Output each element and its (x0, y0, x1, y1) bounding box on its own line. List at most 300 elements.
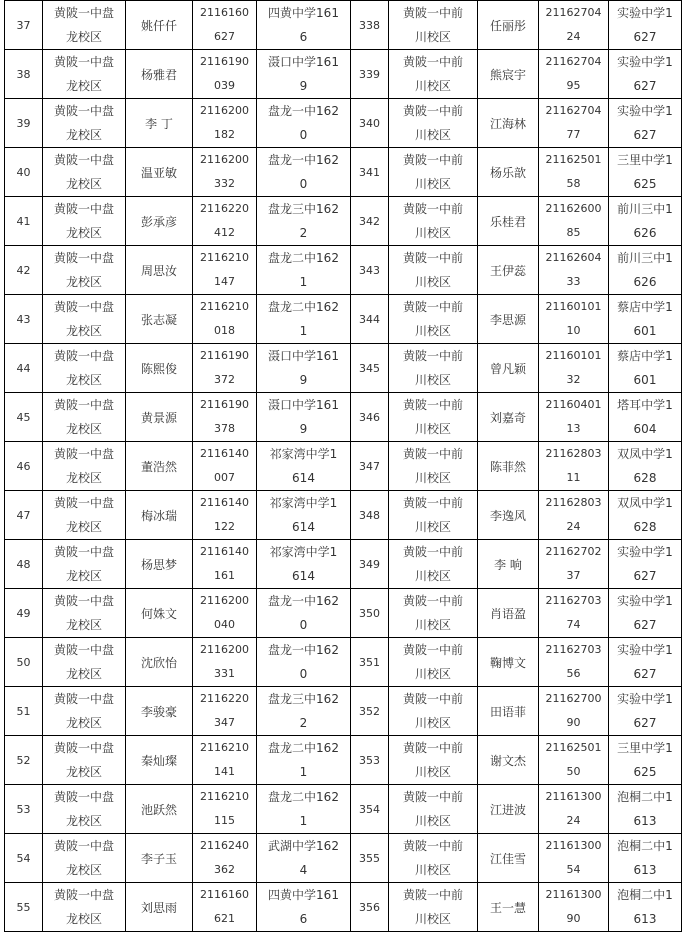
school-cell-line: 龙校区 (65, 618, 102, 632)
student-id-line: 21162703 (545, 594, 602, 607)
origin-school-line: 6 (299, 30, 308, 44)
row-number: 44 (5, 344, 43, 393)
school-cell-line: 川校区 (414, 569, 451, 583)
student-id-line: 2116210 (200, 251, 249, 264)
student-id-line: 21162803 (545, 447, 602, 460)
student-id-line: 21162604 (545, 251, 602, 264)
school-cell-line: 黄陂一中盘 (53, 741, 114, 755)
origin-school (609, 491, 682, 540)
school-cell-line: 黄陂一中盘 (53, 153, 114, 167)
row-number: 43 (5, 295, 43, 344)
origin-school-line: 双凤中学1 (617, 447, 673, 461)
school-cell (389, 736, 478, 785)
origin-school-line: 祁家湾中学1 (269, 447, 338, 461)
student-id (193, 687, 257, 736)
student-name: 陈菲然 (478, 442, 539, 491)
school-cell-line: 川校区 (414, 863, 451, 877)
row-number: 349 (351, 540, 389, 589)
student-name: 张志凝 (126, 295, 193, 344)
school-cell (389, 785, 478, 834)
origin-school-line: 盘龙二中162 (268, 251, 339, 265)
student-id-line: 2116220 (200, 202, 249, 215)
origin-school (609, 99, 682, 148)
origin-school-line: 614 (292, 569, 315, 583)
origin-school-line: 614 (292, 520, 315, 534)
origin-school-line: 盘龙三中162 (268, 692, 339, 706)
row-number: 352 (351, 687, 389, 736)
origin-school-line: 实验中学1 (617, 104, 673, 118)
origin-school-line: 实验中学1 (617, 594, 673, 608)
student-id-line: 90 (566, 716, 581, 729)
student-name: 曾凡颖 (478, 344, 539, 393)
school-cell-line: 黄陂一中盘 (53, 594, 114, 608)
table-row (5, 834, 682, 883)
student-id (193, 736, 257, 785)
school-cell (389, 393, 478, 442)
origin-school-line: 625 (633, 765, 657, 779)
table-row (5, 148, 682, 197)
student-name: 熊宸宇 (478, 50, 539, 99)
table-row (5, 197, 682, 246)
student-id-line: 2116200 (200, 594, 249, 607)
school-cell-line: 川校区 (414, 275, 451, 289)
row-number: 353 (351, 736, 389, 785)
school-cell-line: 龙校区 (65, 765, 102, 779)
student-id-line: 32 (566, 373, 581, 386)
school-cell (43, 99, 126, 148)
origin-school-line: 9 (299, 79, 308, 93)
origin-school (609, 295, 682, 344)
student-id-line: 11 (566, 471, 581, 484)
school-cell-line: 龙校区 (65, 716, 102, 730)
row-number: 350 (351, 589, 389, 638)
school-cell-line: 川校区 (414, 471, 451, 485)
row-number: 51 (5, 687, 43, 736)
student-id (539, 442, 609, 491)
student-id (193, 148, 257, 197)
table-row (5, 540, 682, 589)
origin-school-line: 627 (633, 667, 657, 681)
school-cell (389, 50, 478, 99)
student-name: 刘嘉奇 (478, 393, 539, 442)
origin-school-line: 武湖中学162 (268, 839, 339, 853)
student-id-line: 21161300 (545, 888, 602, 901)
table-row (5, 687, 682, 736)
school-cell (389, 834, 478, 883)
student-id-line: 2116190 (200, 398, 249, 411)
origin-school (609, 883, 682, 932)
student-id-line: 412 (214, 226, 235, 239)
school-cell (43, 638, 126, 687)
student-id-line: 50 (566, 765, 581, 778)
school-cell-line: 川校区 (414, 814, 451, 828)
origin-school-line: 实验中学1 (617, 6, 673, 20)
student-id-line: 90 (566, 912, 581, 925)
student-id-line: 77 (566, 128, 581, 141)
table-row (5, 1, 682, 50)
table-body (5, 1, 682, 932)
row-number: 339 (351, 50, 389, 99)
student-id-line: 115 (214, 814, 235, 827)
school-cell (43, 246, 126, 295)
school-cell-line: 川校区 (414, 226, 451, 240)
student-name: 梅冰瑞 (126, 491, 193, 540)
origin-school-line: 实验中学1 (617, 692, 673, 706)
origin-school-line: 601 (633, 324, 657, 338)
origin-school (609, 442, 682, 491)
student-id (539, 589, 609, 638)
student-id-line: 621 (214, 912, 235, 925)
origin-school-line: 1 (299, 324, 308, 338)
origin-school (257, 883, 351, 932)
student-name: 沈欣怡 (126, 638, 193, 687)
origin-school-line: 613 (633, 814, 657, 828)
school-cell (389, 295, 478, 344)
origin-school-line: 9 (299, 373, 308, 387)
school-cell (43, 50, 126, 99)
student-id-line: 21162703 (545, 643, 602, 656)
origin-school-line: 0 (299, 618, 308, 632)
school-cell-line: 黄陂一中前 (402, 545, 463, 559)
school-cell-line: 龙校区 (65, 863, 102, 877)
school-cell-line: 黄陂一中盘 (53, 643, 114, 657)
student-id-line: 182 (214, 128, 235, 141)
student-name: 乐桂君 (478, 197, 539, 246)
school-cell-line: 龙校区 (65, 373, 102, 387)
school-cell-line: 川校区 (414, 30, 451, 44)
school-cell-line: 黄陂一中前 (402, 55, 463, 69)
school-cell (43, 295, 126, 344)
table-row (5, 393, 682, 442)
student-id-line: 018 (214, 324, 235, 337)
student-id-line: 2116160 (200, 6, 249, 19)
origin-school-line: 三里中学1 (617, 741, 673, 755)
student-id (193, 491, 257, 540)
student-id-line: 2116210 (200, 741, 249, 754)
row-number: 42 (5, 246, 43, 295)
student-id-line: 161 (214, 569, 235, 582)
student-id-line: 54 (566, 863, 581, 876)
student-id-line: 2116210 (200, 790, 249, 803)
student-id-line: 2116140 (200, 496, 249, 509)
origin-school-line: 滠口中学161 (268, 55, 339, 69)
student-id (539, 540, 609, 589)
origin-school-line: 626 (633, 275, 657, 289)
student-name: 李逸风 (478, 491, 539, 540)
origin-school (609, 589, 682, 638)
origin-school-line: 蔡店中学1 (617, 349, 673, 363)
origin-school-line: 滠口中学161 (268, 398, 339, 412)
origin-school (609, 736, 682, 785)
row-number: 48 (5, 540, 43, 589)
school-cell-line: 川校区 (414, 618, 451, 632)
row-number: 46 (5, 442, 43, 491)
student-id-line: 331 (214, 667, 235, 680)
student-id-line: 2116140 (200, 545, 249, 558)
origin-school-line: 前川三中1 (617, 251, 673, 265)
school-cell-line: 龙校区 (65, 814, 102, 828)
row-number: 355 (351, 834, 389, 883)
table-row (5, 491, 682, 540)
school-cell-line: 黄陂一中盘 (53, 251, 114, 265)
school-cell (389, 687, 478, 736)
school-cell-line: 川校区 (414, 716, 451, 730)
origin-school (257, 393, 351, 442)
student-id (539, 295, 609, 344)
origin-school-line: 0 (299, 177, 308, 191)
student-id (193, 246, 257, 295)
origin-school-line: 0 (299, 667, 308, 681)
student-id (193, 589, 257, 638)
row-number: 40 (5, 148, 43, 197)
student-id (539, 50, 609, 99)
origin-school (257, 638, 351, 687)
origin-school (257, 540, 351, 589)
school-cell (389, 491, 478, 540)
origin-school-line: 628 (633, 471, 657, 485)
school-cell (43, 344, 126, 393)
origin-school (257, 785, 351, 834)
row-number: 347 (351, 442, 389, 491)
row-number: 47 (5, 491, 43, 540)
school-cell-line: 龙校区 (65, 667, 102, 681)
student-id (193, 295, 257, 344)
student-id (193, 638, 257, 687)
origin-school-line: 627 (633, 569, 657, 583)
origin-school-line: 625 (633, 177, 657, 191)
student-id-line: 37 (566, 569, 581, 582)
school-cell-line: 川校区 (414, 177, 451, 191)
origin-school (257, 344, 351, 393)
student-id-line: 21162704 (545, 55, 602, 68)
origin-school-line: 双凤中学1 (617, 496, 673, 510)
origin-school (609, 393, 682, 442)
student-id-line: 95 (566, 79, 581, 92)
row-number: 354 (351, 785, 389, 834)
school-cell-line: 黄陂一中前 (402, 153, 463, 167)
student-name: 王伊蕊 (478, 246, 539, 295)
school-cell (389, 589, 478, 638)
origin-school-line: 泡桐二中1 (617, 888, 673, 902)
table-row (5, 442, 682, 491)
student-id-line: 21162501 (545, 741, 602, 754)
origin-school-line: 627 (633, 128, 657, 142)
student-id-line: 122 (214, 520, 235, 533)
student-name: 田语菲 (478, 687, 539, 736)
student-name: 刘思雨 (126, 883, 193, 932)
origin-school (257, 50, 351, 99)
school-cell-line: 黄陂一中盘 (53, 839, 114, 853)
student-id (539, 834, 609, 883)
table-row (5, 883, 682, 932)
row-number: 50 (5, 638, 43, 687)
origin-school-line: 1 (299, 765, 308, 779)
school-cell-line: 龙校区 (65, 275, 102, 289)
origin-school-line: 0 (299, 128, 308, 142)
origin-school (257, 99, 351, 148)
school-cell-line: 黄陂一中前 (402, 447, 463, 461)
student-id-line: 147 (214, 275, 235, 288)
student-id-line: 21162501 (545, 153, 602, 166)
student-id (539, 197, 609, 246)
row-number: 345 (351, 344, 389, 393)
student-id-line: 627 (214, 30, 235, 43)
origin-school (257, 491, 351, 540)
origin-school-line: 盘龙三中162 (268, 202, 339, 216)
student-id (193, 393, 257, 442)
row-number: 348 (351, 491, 389, 540)
school-cell-line: 川校区 (414, 128, 451, 142)
student-id (539, 491, 609, 540)
student-id-line: 24 (566, 520, 581, 533)
student-name: 王一慧 (478, 883, 539, 932)
student-id (193, 785, 257, 834)
origin-school (257, 736, 351, 785)
student-id (539, 687, 609, 736)
school-cell-line: 黄陂一中前 (402, 790, 463, 804)
table-row (5, 638, 682, 687)
origin-school (257, 1, 351, 50)
school-cell (43, 442, 126, 491)
student-id-line: 347 (214, 716, 235, 729)
school-cell-line: 黄陂一中盘 (53, 888, 114, 902)
student-name: 姚仟仟 (126, 1, 193, 50)
origin-school (257, 148, 351, 197)
origin-school-line: 1 (299, 275, 308, 289)
school-cell-line: 黄陂一中盘 (53, 202, 114, 216)
student-id-line: 24 (566, 814, 581, 827)
school-cell-line: 黄陂一中前 (402, 692, 463, 706)
school-cell-line: 龙校区 (65, 30, 102, 44)
student-id-line: 372 (214, 373, 235, 386)
school-cell (43, 491, 126, 540)
student-name: 李思源 (478, 295, 539, 344)
admission-table (4, 0, 682, 932)
origin-school-line: 613 (633, 912, 657, 926)
table-row (5, 246, 682, 295)
school-cell-line: 黄陂一中盘 (53, 398, 114, 412)
school-cell (389, 197, 478, 246)
student-id-line: 56 (566, 667, 581, 680)
student-id-line: 2116160 (200, 888, 249, 901)
student-name: 周思汝 (126, 246, 193, 295)
student-id-line: 2116190 (200, 55, 249, 68)
school-cell-line: 黄陂一中前 (402, 300, 463, 314)
school-cell-line: 黄陂一中前 (402, 741, 463, 755)
student-id (193, 834, 257, 883)
origin-school-line: 614 (292, 471, 315, 485)
school-cell-line: 川校区 (414, 765, 451, 779)
school-cell-line: 黄陂一中盘 (53, 6, 114, 20)
school-cell (389, 883, 478, 932)
school-cell (389, 148, 478, 197)
school-cell-line: 龙校区 (65, 422, 102, 436)
school-cell (43, 834, 126, 883)
origin-school (257, 295, 351, 344)
origin-school (609, 344, 682, 393)
origin-school (257, 246, 351, 295)
school-cell (43, 785, 126, 834)
school-cell-line: 川校区 (414, 520, 451, 534)
row-number: 338 (351, 1, 389, 50)
student-name: 李 响 (478, 540, 539, 589)
school-cell (43, 1, 126, 50)
school-cell (43, 883, 126, 932)
origin-school-line: 613 (633, 863, 657, 877)
school-cell (389, 1, 478, 50)
table-row (5, 295, 682, 344)
origin-school-line: 627 (633, 79, 657, 93)
student-name: 池跃然 (126, 785, 193, 834)
school-cell (43, 540, 126, 589)
origin-school-line: 627 (633, 716, 657, 730)
origin-school-line: 盘龙二中162 (268, 300, 339, 314)
student-name: 杨雅君 (126, 50, 193, 99)
student-id (193, 99, 257, 148)
student-name: 江佳雪 (478, 834, 539, 883)
origin-school-line: 泡桐二中1 (617, 839, 673, 853)
row-number: 54 (5, 834, 43, 883)
origin-school (257, 442, 351, 491)
student-id-line: 2116190 (200, 349, 249, 362)
origin-school-line: 实验中学1 (617, 545, 673, 559)
school-cell (43, 589, 126, 638)
student-name: 彭承彦 (126, 197, 193, 246)
student-id-line: 2116240 (200, 839, 249, 852)
student-id-line: 332 (214, 177, 235, 190)
school-cell (389, 638, 478, 687)
origin-school-line: 四黄中学161 (268, 6, 339, 20)
school-cell (389, 344, 478, 393)
school-cell (43, 393, 126, 442)
student-id (539, 1, 609, 50)
origin-school-line: 祁家湾中学1 (269, 545, 338, 559)
student-id (539, 148, 609, 197)
student-id-line: 21162702 (545, 545, 602, 558)
student-id (539, 736, 609, 785)
student-id (193, 540, 257, 589)
student-id-line: 24 (566, 30, 581, 43)
row-number: 45 (5, 393, 43, 442)
school-cell-line: 黄陂一中盘 (53, 104, 114, 118)
school-cell-line: 黄陂一中前 (402, 398, 463, 412)
student-id-line: 58 (566, 177, 581, 190)
student-id-line: 21162704 (545, 104, 602, 117)
origin-school (609, 540, 682, 589)
school-cell-line: 黄陂一中前 (402, 839, 463, 853)
school-cell (389, 246, 478, 295)
row-number: 38 (5, 50, 43, 99)
school-cell-line: 黄陂一中盘 (53, 692, 114, 706)
school-cell-line: 黄陂一中前 (402, 496, 463, 510)
student-id-line: 2116220 (200, 692, 249, 705)
school-cell-line: 龙校区 (65, 177, 102, 191)
school-cell-line: 黄陂一中盘 (53, 545, 114, 559)
student-id-line: 2116210 (200, 300, 249, 313)
origin-school (609, 834, 682, 883)
school-cell-line: 黄陂一中前 (402, 594, 463, 608)
student-id-line: 13 (566, 422, 581, 435)
origin-school (609, 785, 682, 834)
row-number: 344 (351, 295, 389, 344)
student-id-line: 21160101 (545, 349, 602, 362)
school-cell-line: 龙校区 (65, 128, 102, 142)
student-name: 黄景源 (126, 393, 193, 442)
student-id-line: 21161300 (545, 839, 602, 852)
origin-school (609, 197, 682, 246)
school-cell-line: 龙校区 (65, 569, 102, 583)
student-id-line: 21161300 (545, 790, 602, 803)
